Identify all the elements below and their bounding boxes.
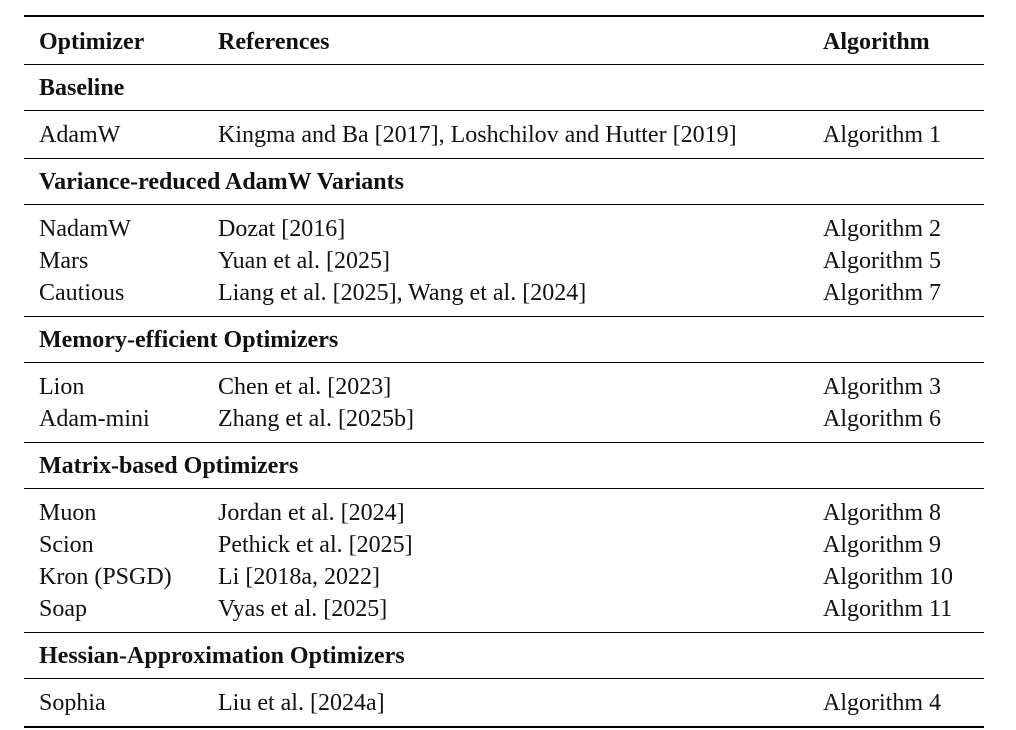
table-row — [24, 497, 984, 529]
table-row — [24, 687, 984, 719]
column-header-algorithm: Algorithm — [823, 29, 930, 55]
section-heading-row — [24, 443, 984, 488]
section-title: Baseline — [39, 75, 125, 101]
bottom-rule — [24, 726, 984, 728]
section-rows — [24, 489, 984, 632]
algorithm-cell: Algorithm 6 — [823, 406, 941, 432]
section-heading-row — [24, 65, 984, 110]
table-header-row — [24, 17, 984, 64]
optimizer-name: Scion — [39, 532, 94, 558]
references-cell: Liu et al. [2024a] — [218, 690, 385, 716]
algorithm-cell: Algorithm 2 — [823, 216, 941, 242]
column-header-references: References — [218, 29, 330, 55]
optimizer-name: Soap — [39, 596, 87, 622]
algorithm-cell: Algorithm 4 — [823, 690, 941, 716]
section-rows — [24, 205, 984, 316]
optimizer-name: Kron (PSGD) — [39, 564, 172, 590]
algorithm-cell: Algorithm 11 — [823, 596, 953, 622]
section-title: Memory-efficient Optimizers — [39, 327, 339, 353]
algorithm-cell: Algorithm 1 — [823, 122, 941, 148]
table-body — [24, 64, 984, 728]
table-row — [24, 119, 984, 151]
table-row — [24, 277, 984, 309]
section-rows — [24, 679, 984, 726]
algorithm-cell: Algorithm 8 — [823, 500, 941, 526]
references-cell: Chen et al. [2023] — [218, 374, 392, 400]
optimizer-name: Muon — [39, 500, 97, 526]
algorithm-cell: Algorithm 5 — [823, 248, 941, 274]
section-heading-row — [24, 633, 984, 678]
optimizer-name: Mars — [39, 248, 89, 274]
table-row — [24, 593, 984, 625]
section-rows — [24, 111, 984, 158]
references-cell: Vyas et al. [2025] — [218, 596, 388, 622]
table-row — [24, 529, 984, 561]
algorithm-cell: Algorithm 7 — [823, 280, 941, 306]
references-cell: Jordan et al. [2024] — [218, 500, 405, 526]
section-title: Hessian-Approximation Optimizers — [39, 643, 405, 669]
algorithm-cell: Algorithm 10 — [823, 564, 953, 590]
optimizer-table — [24, 15, 984, 728]
references-cell: Pethick et al. [2025] — [218, 532, 413, 558]
table-row — [24, 371, 984, 403]
algorithm-cell: Algorithm 3 — [823, 374, 941, 400]
references-cell: Dozat [2016] — [218, 216, 346, 242]
table-row — [24, 561, 984, 593]
algorithm-cell: Algorithm 9 — [823, 532, 941, 558]
optimizer-name: Adam-mini — [39, 406, 150, 432]
references-cell: Kingma and Ba [2017], Loshchilov and Hutter [2019] — [218, 122, 737, 148]
optimizer-name: Sophia — [39, 690, 106, 716]
section-heading-row — [24, 317, 984, 362]
references-cell: Liang et al. [2025], Wang et al. [2024] — [218, 280, 587, 306]
references-cell: Li [2018a, 2022] — [218, 564, 380, 590]
section-title: Variance-reduced AdamW Variants — [39, 169, 404, 195]
section-rows — [24, 363, 984, 442]
section-title: Matrix-based Optimizers — [39, 453, 299, 479]
table-row — [24, 213, 984, 245]
optimizer-name: AdamW — [39, 122, 121, 148]
optimizer-name: Cautious — [39, 280, 125, 306]
column-header-optimizer: Optimizer — [39, 29, 145, 55]
optimizer-name: Lion — [39, 374, 85, 400]
references-cell: Zhang et al. [2025b] — [218, 406, 414, 432]
table-row — [24, 245, 984, 277]
table-row — [24, 403, 984, 435]
section-heading-row — [24, 159, 984, 204]
references-cell: Yuan et al. [2025] — [218, 248, 390, 274]
optimizer-name: NadamW — [39, 216, 131, 242]
